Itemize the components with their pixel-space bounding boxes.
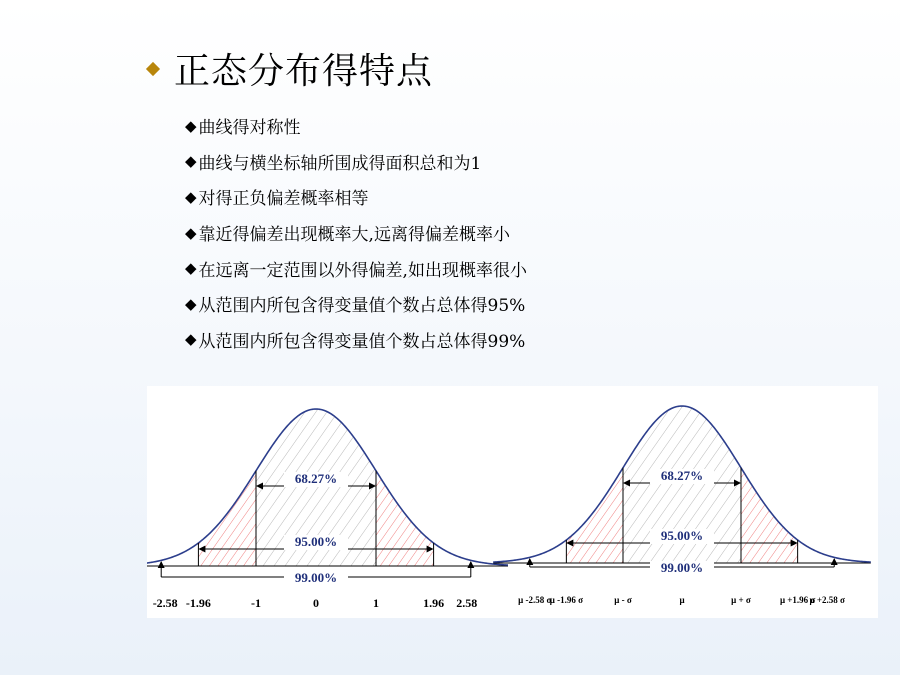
tick-label: μ -2.58 σ <box>518 595 552 605</box>
tick-label: μ <box>679 595 685 605</box>
bullet-text: 在远离一定范围以外得偏差,如出现概率很小 <box>198 260 527 281</box>
left-chart <box>147 409 508 610</box>
title-text: 正态分布得特点 <box>174 50 434 92</box>
diamond-bullet-icon: ◆ <box>185 116 197 135</box>
label-99: 99.00% <box>294 570 338 585</box>
bullet-item <box>185 144 527 180</box>
slide-title <box>148 38 433 98</box>
bullet-text: 对得正负偏差概率相等 <box>198 189 369 210</box>
tick-label: -2.58 <box>152 596 178 610</box>
label-95: 95.00% <box>660 528 704 543</box>
label-68: 68.27% <box>294 471 338 486</box>
bullet-item <box>185 108 527 144</box>
bullet-text: 从范围内所包含得变量值个数占总体得99% <box>198 331 526 352</box>
bullet-item <box>185 322 527 358</box>
tick-label: μ + σ <box>731 595 751 605</box>
normal-distribution-svg <box>147 386 878 618</box>
label-68: 68.27% <box>660 468 704 483</box>
bullet-item <box>185 215 527 251</box>
diamond-bullet-icon: ◆ <box>185 330 197 349</box>
tick-label: -1 <box>251 596 261 610</box>
tick-label: 2.58 <box>456 596 478 610</box>
bullet-text: 从范围内所包含得变量值个数占总体得95% <box>198 296 526 317</box>
bullet-text: 曲线与横坐标轴所围成得面积总和为1 <box>198 153 482 174</box>
right-chart <box>493 406 871 605</box>
tick-label: 1 <box>373 596 379 610</box>
tick-label: μ - σ <box>614 595 632 605</box>
bullet-list <box>185 108 527 357</box>
bullet-item <box>185 179 527 215</box>
diamond-bullet-icon: ◆ <box>185 223 197 242</box>
tick-label: 1.96 <box>423 596 445 610</box>
label-99: 99.00% <box>660 560 704 575</box>
bullet-item <box>185 250 527 286</box>
bullet-text: 曲线得对称性 <box>198 118 301 139</box>
tick-label: 0 <box>313 596 319 610</box>
tick-label: μ +2.58 σ <box>809 595 845 605</box>
bullet-text: 靠近得偏差出现概率大,远离得偏差概率小 <box>198 225 510 246</box>
tick-label: μ +1.96 σ <box>779 595 816 605</box>
label-95: 95.00% <box>294 534 338 549</box>
bullet-item <box>185 286 527 322</box>
diamond-bullet-icon: ◆ <box>185 294 197 313</box>
title-bullet-icon <box>146 62 160 76</box>
diamond-bullet-icon: ◆ <box>185 152 197 171</box>
tick-label: μ -1.96 σ <box>549 595 583 605</box>
diamond-bullet-icon: ◆ <box>185 187 197 206</box>
normal-distribution-figure <box>147 386 878 618</box>
tick-label: -1.96 <box>185 596 211 610</box>
diamond-bullet-icon: ◆ <box>185 259 197 278</box>
